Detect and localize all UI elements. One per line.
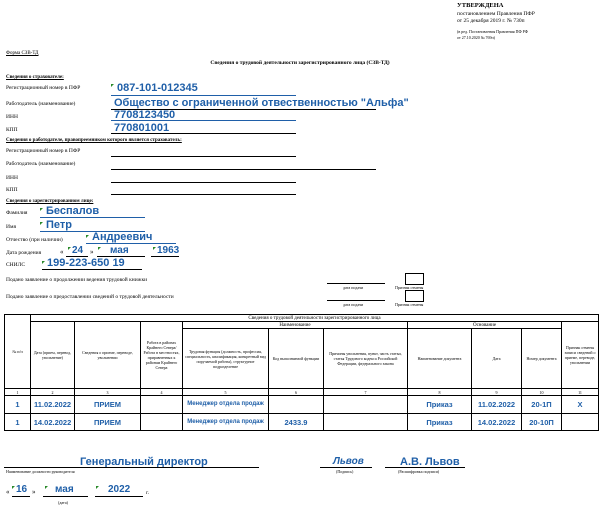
- patronymic-label: Отчество (при наличии): [6, 237, 63, 243]
- row-cancel[interactable]: Х: [562, 396, 599, 414]
- col-doc-date-header: Дата: [472, 329, 522, 389]
- field-marker-icon: [40, 208, 43, 211]
- provide-date-line[interactable]: [327, 300, 385, 301]
- basis-header: Основание: [408, 322, 562, 329]
- provide-date-caption: дата подачи: [343, 302, 364, 307]
- table-row: [5, 414, 599, 431]
- row-code[interactable]: 2433.9: [269, 414, 324, 431]
- row-doc[interactable]: Приказ: [408, 396, 472, 414]
- field-marker-icon: [40, 222, 43, 225]
- row-reason[interactable]: [324, 396, 408, 414]
- approval-edit1: (в ред. Постановления Правления ПФ РФ: [457, 29, 528, 34]
- sign-date-caption: (дата): [58, 500, 68, 505]
- col-index: 3: [75, 389, 141, 396]
- dob-day[interactable]: 24: [72, 245, 84, 256]
- patronymic-underline: [86, 243, 176, 244]
- sign-date-month-line: [43, 496, 88, 497]
- sign-date-day[interactable]: 16: [16, 484, 28, 495]
- predecessor-employer-label: Работодатель (наименование): [6, 161, 76, 167]
- signature-position-value[interactable]: Генеральный директор: [80, 456, 208, 468]
- predecessor-reg-label: Регистрационный номер в ПФР: [6, 148, 81, 154]
- continue-date-line[interactable]: [327, 283, 385, 284]
- person-header: Сведения о зарегистрированном лице:: [6, 199, 94, 204]
- insurer-reg-label: Регистрационный номер в ПФР: [6, 85, 81, 91]
- provide-info-label: Подано заявление о предоставлении сведений о трудовой деятельности: [6, 294, 174, 300]
- provide-revoke-caption: Признак отмены: [395, 302, 424, 307]
- dob-label: Дата рождения: [6, 250, 42, 256]
- insurer-kpp-value[interactable]: 770801001: [114, 122, 170, 134]
- field-marker-icon: [86, 235, 89, 238]
- dob-quote-close: »: [90, 248, 94, 256]
- signature-sign-value[interactable]: Львов: [333, 456, 364, 467]
- surname-value[interactable]: Беспалов: [46, 205, 100, 217]
- insurer-inn-label: ИНН: [6, 114, 18, 120]
- snils-underline: [42, 269, 142, 270]
- col-doc-num-header: Номер документа: [522, 329, 562, 389]
- insurer-kpp-label: КПП: [6, 127, 18, 133]
- row-event[interactable]: ПРИЕМ: [75, 414, 141, 431]
- row-num[interactable]: 1: [5, 414, 31, 431]
- signature-name-caption: (Расшифровка подписи): [398, 469, 440, 474]
- row-event[interactable]: ПРИЕМ: [75, 396, 141, 414]
- page-title: Сведения о трудовой деятельности зарегистрированного лица (СЗВ-ТД): [210, 60, 390, 66]
- sign-date-month[interactable]: мая: [55, 484, 74, 495]
- col-cancel-header: Признак отмены записи сведений о приеме, переводе, увольнении: [562, 322, 599, 389]
- continue-book-label: Подано заявление о продолжении ведения трудовой книжки: [6, 277, 148, 283]
- predecessor-inn-label: ИНН: [6, 175, 18, 181]
- sign-date-quote-open: «: [6, 488, 10, 496]
- signature-position-line: [4, 467, 259, 468]
- naming-header: Наименование: [183, 322, 408, 329]
- continue-date-caption: дата подачи: [343, 285, 364, 290]
- insurer-header: Сведения о страхователе:: [6, 75, 64, 80]
- col-num-header: № п/п: [5, 315, 31, 389]
- field-marker-icon: [45, 486, 48, 489]
- col-position-header: Трудовая функция (должность, профессия, специальность, квалификация, конкретный вид поручаемой работы), структурное подразделение: [183, 329, 269, 389]
- field-marker-icon: [12, 486, 15, 489]
- row-doc[interactable]: Приказ: [408, 414, 472, 431]
- col-index: 2: [31, 389, 75, 396]
- row-doc-num[interactable]: 20-1П: [522, 396, 562, 414]
- approval-title: УТВЕРЖДЕНА: [457, 2, 504, 9]
- row-date[interactable]: 11.02.2022: [31, 396, 75, 414]
- field-marker-icon: [68, 247, 71, 250]
- field-marker-icon: [111, 84, 114, 87]
- row-north[interactable]: [141, 396, 183, 414]
- predecessor-kpp-label: КПП: [6, 187, 18, 193]
- surname-label: Фамилия: [6, 210, 28, 216]
- row-num[interactable]: 1: [5, 396, 31, 414]
- col-index: 8: [408, 389, 472, 396]
- sign-date-year[interactable]: 2022: [108, 484, 131, 495]
- approval-line1: постановлением Правления ПФР: [457, 11, 535, 17]
- col-reason-header: Причины увольнения, пункт, часть статьи, статья Трудового кодекса Российской Федерации, федерального закона: [324, 329, 408, 389]
- continue-revoke-caption: Признак отмены: [395, 285, 424, 290]
- surname-underline: [40, 217, 145, 218]
- predecessor-employer-line[interactable]: [111, 169, 376, 170]
- work-history-table: [4, 314, 599, 431]
- snils-value[interactable]: 199-223-650 19: [47, 257, 125, 269]
- approval-edit2: от 27.10.2020 № 769п): [457, 35, 495, 40]
- col-code-header: Код выполняемой функции: [269, 329, 324, 389]
- insurer-employer-label: Работодатель (наименование): [6, 101, 76, 107]
- dob-year[interactable]: 1963: [157, 245, 180, 256]
- col-index: 9: [472, 389, 522, 396]
- col-event-header: Сведения о приеме, переводе, увольнении: [75, 322, 141, 389]
- predecessor-reg-line[interactable]: [111, 156, 296, 157]
- col-index: 10: [522, 389, 562, 396]
- sign-date-day-line: [12, 496, 30, 497]
- dob-quote-open: «: [60, 248, 64, 256]
- table-row: [5, 396, 599, 414]
- insurer-inn-value[interactable]: 7708123450: [114, 109, 176, 121]
- predecessor-kpp-line[interactable]: [111, 194, 296, 195]
- form-code: Форма СЗВ-ТД: [6, 51, 39, 56]
- row-position[interactable]: Менеджер отдела продаж: [183, 414, 269, 431]
- dob-year-line: [151, 256, 179, 257]
- continue-revoke-checkbox[interactable]: [405, 273, 424, 285]
- col-index: 4: [141, 389, 183, 396]
- provide-revoke-checkbox[interactable]: [405, 290, 424, 302]
- insurer-kpp-underline: [111, 133, 296, 134]
- insurer-inn-underline: [111, 120, 296, 121]
- insurer-reg-value[interactable]: 087-101-012345: [117, 82, 198, 94]
- predecessor-header: Сведения о работодателе, правопреемником которого является страхователь:: [6, 138, 182, 143]
- table-top-header: Сведения о трудовой деятельности зарегистрированного лица: [31, 315, 599, 322]
- snils-label: СНИЛС: [6, 262, 26, 268]
- col-index: 5: [183, 389, 269, 396]
- col-doc-header: Наименование документа: [408, 329, 472, 389]
- col-index: 1: [5, 389, 31, 396]
- signature-sign-caption: (Подпись): [336, 469, 354, 474]
- signature-name-value[interactable]: А.В. Львов: [400, 456, 460, 468]
- name-label: Имя: [6, 224, 16, 230]
- col-date-header: Дата (прием, перевод, увольнение): [31, 322, 75, 389]
- insurer-reg-underline: [111, 95, 296, 96]
- field-marker-icon: [42, 261, 45, 264]
- patronymic-value[interactable]: Андреевич: [92, 231, 153, 243]
- row-north[interactable]: [141, 414, 183, 431]
- field-marker-icon: [96, 486, 99, 489]
- sign-date-quote-close: »: [32, 488, 36, 496]
- sign-date-year-line: [95, 496, 143, 497]
- field-marker-icon: [153, 247, 156, 250]
- col-index: 7: [324, 389, 408, 396]
- col-index: 6: [269, 389, 324, 396]
- sign-date-year-suffix: г.: [146, 490, 150, 496]
- name-value[interactable]: Петр: [46, 219, 72, 231]
- signature-name-line: [385, 467, 465, 468]
- signature-sign-line: [320, 467, 372, 468]
- col-index: 11: [562, 389, 599, 396]
- row-doc-date[interactable]: 14.02.2022: [472, 414, 522, 431]
- predecessor-inn-line[interactable]: [111, 182, 296, 183]
- dob-month[interactable]: мая: [110, 245, 129, 256]
- approval-line2: от 25 декабря 2019 г. № 730п: [457, 18, 525, 24]
- field-marker-icon: [98, 247, 101, 250]
- row-doc-num[interactable]: 20-10П: [522, 414, 562, 431]
- row-code[interactable]: [269, 396, 324, 414]
- row-position[interactable]: Менеджер отдела продаж: [183, 396, 269, 414]
- row-doc-date[interactable]: 11.02.2022: [472, 396, 522, 414]
- row-date[interactable]: 14.02.2022: [31, 414, 75, 431]
- row-reason[interactable]: [324, 414, 408, 431]
- row-cancel[interactable]: [562, 414, 599, 431]
- signature-position-caption: Наименование должности руководителя: [6, 469, 75, 474]
- col-north-header: Работа в районах Крайнего Севера/Работа в местностях, приравненных к районам Крайнего Севера: [141, 322, 183, 389]
- insurer-employer-value[interactable]: Общество с ограниченной отвественностью "Альфа": [114, 97, 409, 109]
